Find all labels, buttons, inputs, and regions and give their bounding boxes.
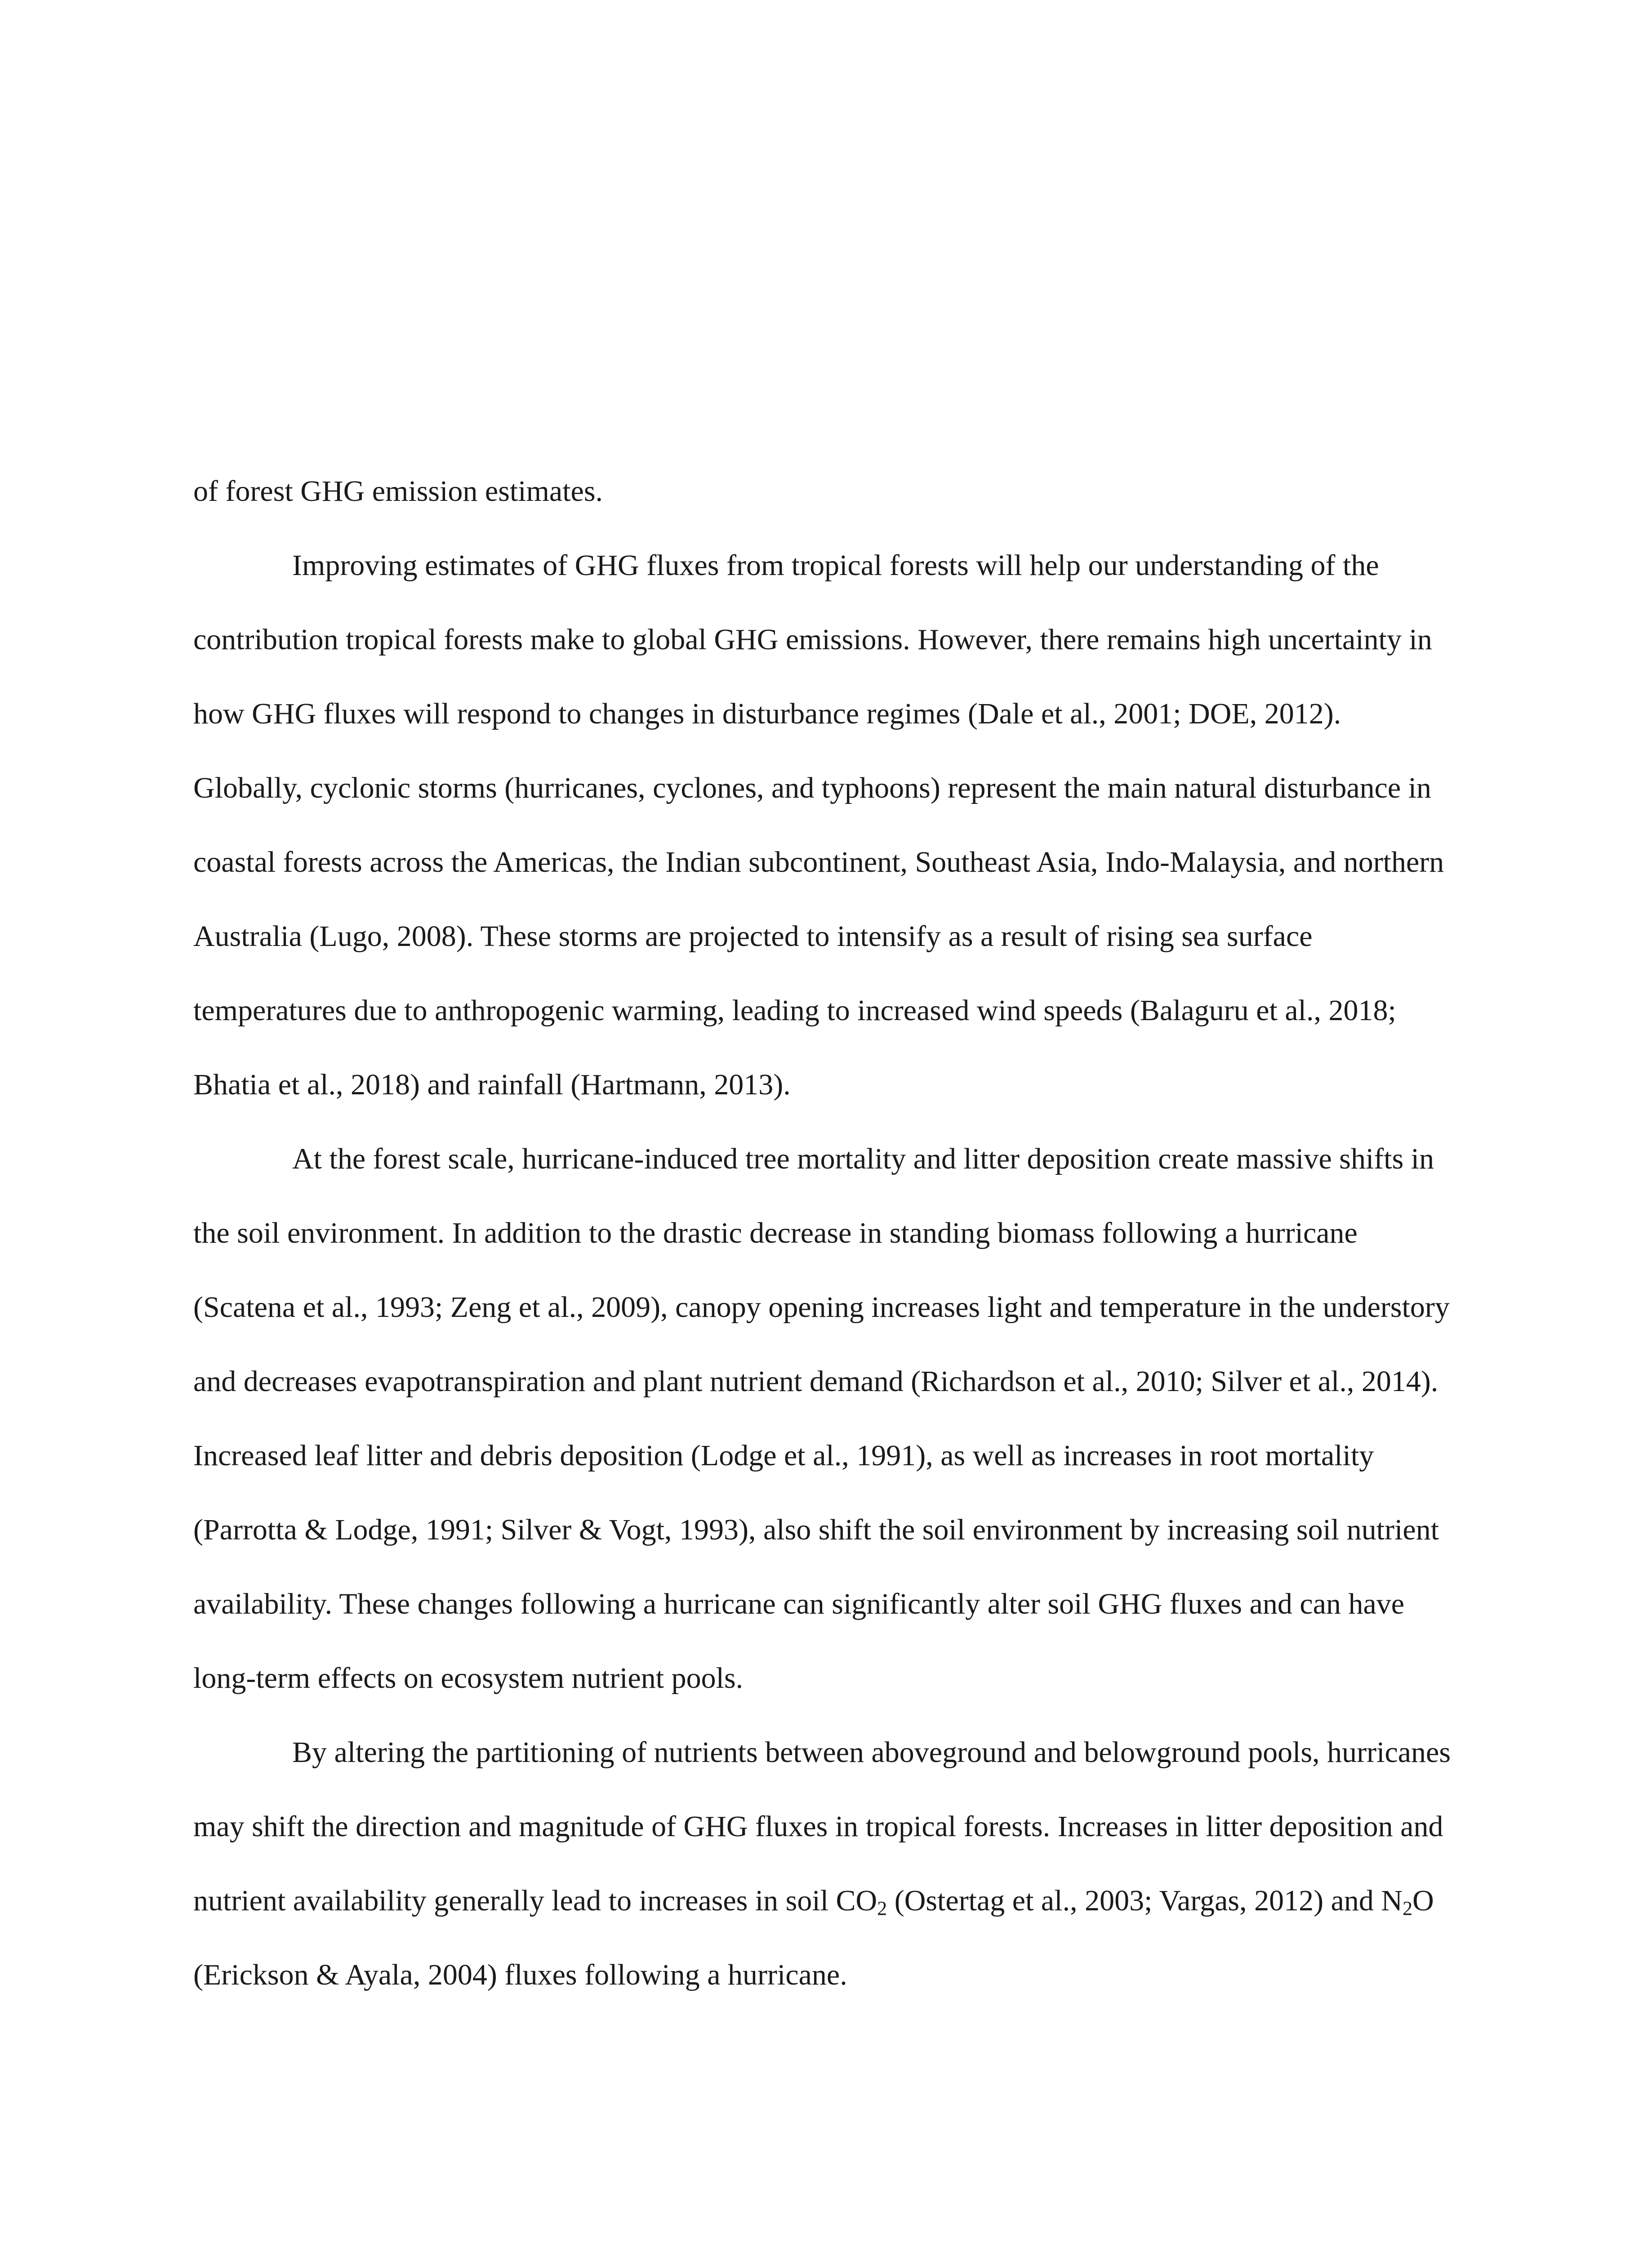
text-segment: (Ostertag et al., 2003; Vargas, 2012) and N — [887, 1884, 1403, 1917]
text-segment: Improving estimates of GHG fluxes from tropical forests will help our understanding of the contribution tropical forests make to global GHG emissions. However, there remains high uncertainty in how GHG fluxes will respond to changes in disturbance regimes (Dale et al., 2001; DOE, 2012). Globally, cyclonic storms (hurricanes, cyclones, and typhoons) represent the main natural disturbance in coastal forests across the Americas, the Indian subcontinent, Southeast Asia, Indo-Malaysia, and northern Australia (Lugo, 2008). These storms are projected to intensify as a result of rising sea surface temperatures due to anthropogenic warming, leading to increased wind speeds (Balaguru et al., 2018; Bhatia et al., 2018) and rainfall (Hartmann, 2013). — [193, 549, 1444, 1101]
text-segment: At the forest scale, hurricane-induced tree mortality and litter deposition create massive shifts in the soil environment. In addition to the drastic decrease in standing biomass following a hurricane (Scatena et al., 1993; Zeng et al., 2009), canopy opening increases light and temperature in the understory and decreases evapotranspiration and plant nutrient demand (Richardson et al., 2010; Silver et al., 2014). Increased leaf litter and debris deposition (Lodge et al., 1991), as well as increases in root mortality (Parrotta & Lodge, 1991; Silver & Vogt, 1993), also shift the soil environment by increasing soil nutrient availability. These changes following a hurricane can significantly alter soil GHG fluxes and can have long-term effects on ecosystem nutrient pools. — [193, 1142, 1450, 1695]
paragraph-continuation — [193, 454, 1456, 528]
text-segment: of forest GHG emission estimates. — [193, 475, 603, 508]
subscript-2: 2 — [1403, 1897, 1413, 1919]
body-text — [193, 454, 1456, 2012]
paragraph-ghg-estimates — [193, 528, 1456, 1122]
text-segment: O (Erickson & Ayala, 2004) fluxes following a hurricane. — [193, 1884, 1434, 1991]
subscript-2: 2 — [877, 1897, 887, 1919]
text-segment: By altering the partitioning of nutrients between aboveground and belowground pools, hurricanes may shift the direction and magnitude of GHG fluxes in tropical forests. Increases in litter deposition and nutrient availability generally lead to increases in soil CO — [193, 1736, 1451, 1917]
paragraph-forest-scale — [193, 1122, 1456, 1715]
paragraph-nutrient-partitioning — [193, 1715, 1456, 2012]
